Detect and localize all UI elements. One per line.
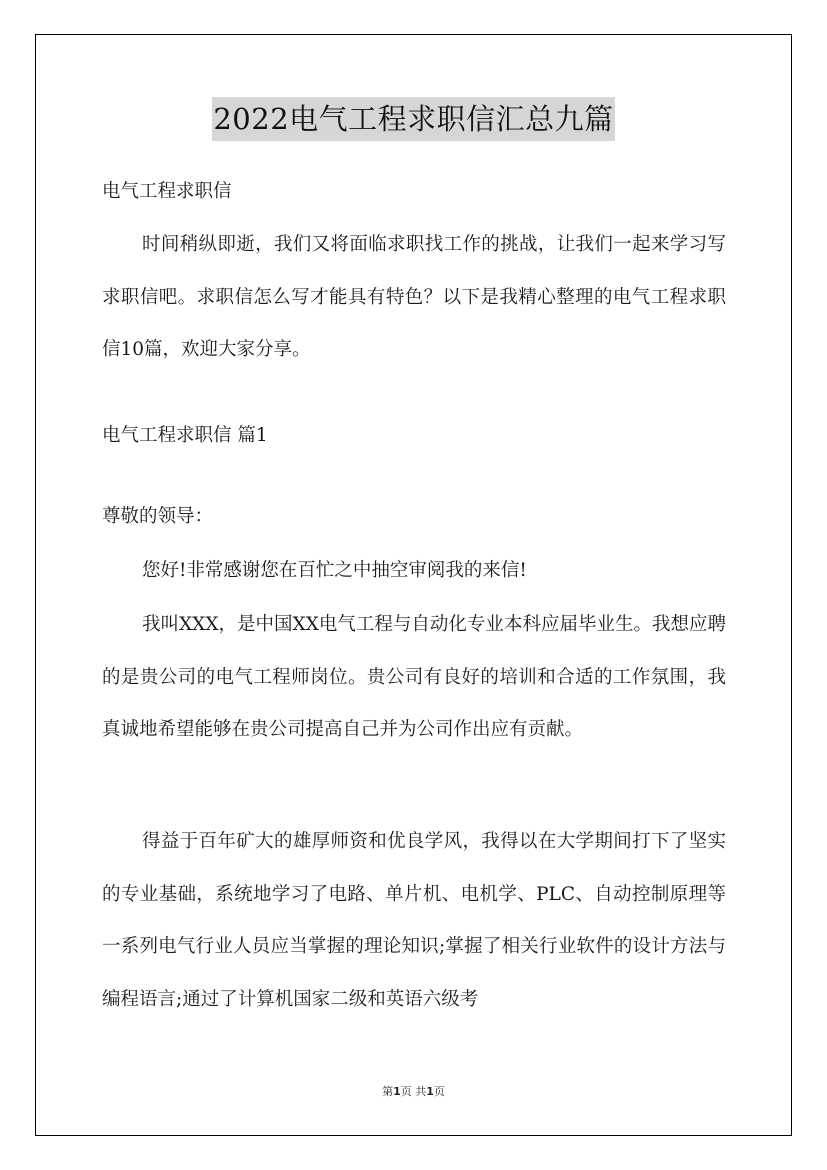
body-paragraph-1: 我叫XXX，是中国XX电气工程与自动化专业本科应届毕业生。我想应聘的是贵公司的电气工程师岗位。贵公司有良好的培训和合适的工作氛围，我真诚地希望能够在贵公司提高自己并为公司作出应有贡献。 bbox=[102, 614, 726, 740]
body-paragraph-2: 得益于百年矿大的雄厚师资和优良学风，我得以在大学期间打下了坚实的专业基础，系统地学习了电路、单片机、电机学、PLC、自动控制原理等一系列电气行业人员应当掌握的理论知识;掌握了相关行业软件的设计方法与编程语言;通过了计算机国家二级和英语六级考 bbox=[102, 831, 726, 1010]
intro-paragraph: 时间稍纵即逝，我们又将面临求职找工作的挑战，让我们一起来学习写求职信吧。求职信怎么写才能具有特色？以下是我精心整理的电气工程求职信10篇，欢迎大家分享。 bbox=[102, 234, 726, 360]
footer-mid: 页 共 bbox=[400, 1085, 427, 1098]
footer-page-current: 1 bbox=[393, 1085, 401, 1098]
section-title: 电气工程求职信 篇1 bbox=[102, 425, 268, 446]
page-footer bbox=[0, 1083, 827, 1099]
footer-prefix: 第 bbox=[382, 1085, 394, 1098]
greeting-paragraph: 您好!非常感谢您在百忙之中抽空审阅我的来信! bbox=[142, 560, 527, 581]
title-container bbox=[0, 97, 827, 141]
document-title: 2022电气工程求职信汇总九篇 bbox=[212, 97, 614, 141]
footer-suffix: 页 bbox=[433, 1085, 445, 1098]
document-heading: 电气工程求职信 bbox=[102, 181, 232, 202]
footer-page-total: 1 bbox=[426, 1085, 434, 1098]
salutation: 尊敬的领导： bbox=[102, 506, 214, 527]
